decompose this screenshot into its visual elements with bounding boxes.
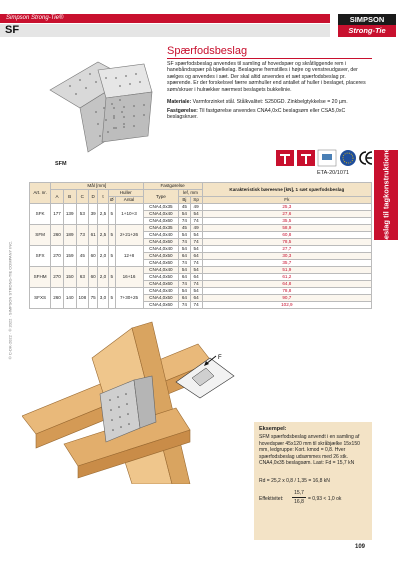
table-row: CNA4,0x60 74 74 102,9 <box>30 302 372 309</box>
product-code: SF <box>5 24 20 36</box>
table-row: CNA4,0x50 64 64 90,7 <box>30 295 372 302</box>
col-capacity: Karakteristisk bæreevne [kN], 1 sæt spærfodsbeslag <box>202 183 371 197</box>
page-title: Spærfodsbeslag <box>167 45 248 57</box>
product-code-band <box>0 24 330 37</box>
copyright-note <box>6 215 14 385</box>
table-row: SFM 260 189 73 61 2,5 5 2+21+26 CNA4,0x35 45 49 58,9 <box>30 225 372 232</box>
efficiency-label: Effektivitet: <box>259 496 284 502</box>
product-image-label: SFM <box>55 161 67 167</box>
example-title: Eksempel: <box>259 426 287 432</box>
table-row: SFK 177 139 53 39 2,5 5 1+10+3 CNA4,0x35 45 49 25,3 <box>30 204 372 211</box>
col-count: Antal <box>115 197 143 204</box>
copyright-text: © C-DK-2022 · © 2022 · SIMPSON STRONG-TIE COMPANY INC. <box>7 240 13 360</box>
page-number: 109 <box>355 544 366 550</box>
col-d: D <box>89 190 98 204</box>
col-dims: Mål [mm] <box>51 183 143 190</box>
brand-bar-text: Simpson Strong-Tie® <box>6 15 64 21</box>
table-row: CNA4,0x50 64 64 61,2 <box>30 274 372 281</box>
efficiency-denominator: 16,8 <box>294 499 304 505</box>
fraction-bar <box>292 497 306 498</box>
screw-badge-icon <box>297 150 315 166</box>
installation-illustration <box>22 318 244 484</box>
col-fastening: Fastgørelse <box>143 183 202 190</box>
table-row: CNA4,0x40 54 54 27,6 <box>30 211 372 218</box>
materials-label: Materiale: <box>167 99 192 105</box>
table-row: CNA4,0x60 74 74 64,8 <box>30 281 372 288</box>
example-text: SFM spærfodsbeslag anvendt i en samling af hovedspær 45x120 mm til skråbjælke 15x150 mm, ledgruppe: Kort. kmod = 0,8. Hver spærfodsbeslag udsømmes med 26 stk. CNA4,0x35 beslagsøm. Last: Fd = 15,7 kN <box>259 434 360 467</box>
table-row: CNA4,0x60 74 74 78,5 <box>30 239 372 246</box>
fasteners-label: Fastgørelse: <box>167 108 198 114</box>
col-fk: Fk <box>202 197 371 204</box>
materials-line <box>167 99 372 105</box>
galvanized-badge-icon <box>318 150 336 166</box>
section-tab-label: Beslag til tagkonstruktioner <box>381 145 391 245</box>
table-row: CNA4,0x50 64 64 30,3 <box>30 253 372 260</box>
col-art: Art. nr. <box>30 183 51 204</box>
col-type: Type <box>143 190 179 204</box>
table-row: CNA4,0x60 74 74 35,5 <box>30 218 372 225</box>
col-c: C <box>76 190 89 204</box>
logo-top: SIMPSON <box>338 14 396 25</box>
table-row: SFX 270 159 45 60 2,0 5 12+8 CNA4,0x40 54 54 27,7 <box>30 246 372 253</box>
col-a: A <box>51 190 64 204</box>
col-lef: lef, mm <box>179 190 202 197</box>
section-tab[interactable] <box>374 145 398 245</box>
force-detail-diagram <box>170 350 240 400</box>
certification-badges <box>254 148 372 174</box>
col-bj: Bj <box>179 197 190 204</box>
eta-number: ETA-20/1071 <box>317 170 350 176</box>
fasteners-text: Til fastgørelse anvendes CNA4,0xC beslagsøm eller CSA5,0xC beslagskruer. <box>167 108 346 121</box>
col-b: B <box>63 190 76 204</box>
efficiency-result: = 0,93 < 1,0 ok <box>308 496 342 502</box>
nail-badge-icon <box>276 150 294 166</box>
table-row: CNA4,0x60 74 74 35,7 <box>30 260 372 267</box>
fasteners-line <box>167 108 372 121</box>
table-row: SFXS 260 140 108 75 3,0 5 7+30+25 CNA4,0x40 54 54 78,8 <box>30 288 372 295</box>
table-row: CNA4,0x40 54 54 60,8 <box>30 232 372 239</box>
ce-mark-icon <box>360 152 372 164</box>
product-description: SF spærfodsbeslag anvendes til samling af hovedspær og skråtliggende rem i hanebåndsspær på bjælkelag. Beslagene fremstilles i højre og venstreudgaver, der sælges og anvendes i sæt. Der skal altid anvendes et sæt spærfodsbeslag pr. spærende. Er der forskelsvel færre sømhuller end antallet af huller i beslaget, placeres søm/skruer i hulrækker nærmest beslagets bukkelinie. <box>167 61 366 93</box>
example-formula: Rd = 25,2 x 0,8 / 1,35 = 16,8 kN <box>259 478 330 484</box>
specifications-table <box>29 182 372 309</box>
eta-badge-icon <box>340 150 356 166</box>
col-sp: Sp <box>190 197 202 204</box>
materials-text: Varmforzinket stål. Stålkvalitet: S250GD. Zinkbelgtykkelse = 20 µm. <box>192 99 348 105</box>
title-divider <box>167 58 372 59</box>
col-holes: Huller <box>108 190 143 197</box>
table-row: SFHM 270 150 63 60 2,0 5 16+16 CNA4,0x40 54 54 51,9 <box>30 267 372 274</box>
logo-bottom: Strong-Tie <box>338 25 396 37</box>
force-label: F <box>218 355 222 361</box>
col-diameter: Ø <box>109 197 114 202</box>
col-t: t <box>98 190 109 204</box>
brand-bar <box>0 14 330 23</box>
efficiency-numerator: 15,7 <box>294 490 304 496</box>
product-illustration <box>40 52 158 164</box>
